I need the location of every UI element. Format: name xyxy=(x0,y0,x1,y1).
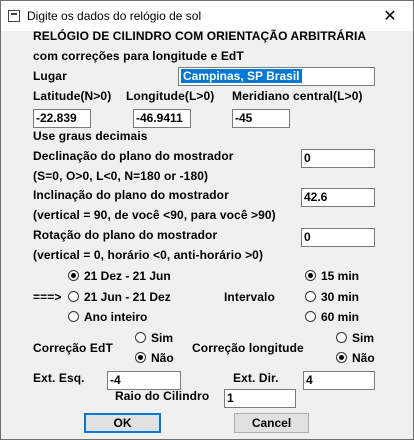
radio-dot xyxy=(68,270,79,281)
edt-option-sim[interactable]: Sim xyxy=(135,331,173,345)
header-title: RELÓGIO DE CILINDRO COM ORIENTAÇÃO ARBITRÁRIA xyxy=(33,29,367,43)
radio-dot xyxy=(305,311,316,322)
dialog-body xyxy=(1,31,413,439)
longitude-label: Longitude(L>0) xyxy=(126,89,215,103)
inclinacao-hint: (vertical = 90, de você <90, para você >90) xyxy=(33,208,276,222)
ext-esq-input[interactable]: -4 xyxy=(107,371,181,390)
window-title: Digite os dados do relógio de sol xyxy=(27,9,202,23)
ext-dir-label: Ext. Dir. xyxy=(233,371,279,385)
longitude-input[interactable]: -46.9411 xyxy=(133,109,191,128)
periodo-option-1[interactable]: 21 Dez - 21 Jun xyxy=(68,269,171,283)
ext-dir-input[interactable]: 4 xyxy=(303,371,375,390)
long-option-sim[interactable]: Sim xyxy=(336,331,374,345)
inclinacao-label: Inclinação do plano do mostrador xyxy=(33,188,229,202)
ok-button[interactable]: OK xyxy=(84,413,161,433)
close-icon[interactable]: ✕ xyxy=(383,6,397,25)
radio-dot xyxy=(68,291,79,302)
raio-label: Raio do Cilindro xyxy=(115,389,210,403)
meridiano-input[interactable]: -45 xyxy=(232,109,290,128)
inclinacao-input[interactable]: 42.6 xyxy=(301,188,375,207)
graus-hint: Use graus decimais xyxy=(33,129,148,143)
rotacao-label: Rotação do plano do mostrador xyxy=(33,228,218,242)
radio-dot xyxy=(68,311,79,322)
radio-dot xyxy=(135,352,146,363)
edt-option-nao[interactable]: Não xyxy=(135,351,174,365)
radio-dot xyxy=(305,270,316,281)
latitude-input[interactable]: -22.839 xyxy=(33,109,91,128)
lugar-label: Lugar xyxy=(33,69,67,83)
radio-dot xyxy=(135,332,146,343)
ext-esq-label: Ext. Esq. xyxy=(33,371,85,385)
header-subtitle: com correções para longitude e EdT xyxy=(33,49,244,63)
app-icon xyxy=(8,10,20,22)
radio-dot xyxy=(305,291,316,302)
rotacao-input[interactable]: 0 xyxy=(301,228,375,247)
meridiano-label: Meridiano central(L>0) xyxy=(232,89,363,103)
lugar-value: Campinas, SP Brasil xyxy=(183,69,300,83)
periodo-option-2[interactable]: 21 Jun - 21 Dez xyxy=(68,290,171,304)
cancel-button[interactable]: Cancel xyxy=(234,413,309,433)
lugar-input[interactable] xyxy=(178,67,375,86)
periodo-option-3[interactable]: Ano inteiro xyxy=(68,310,147,324)
title-bar[interactable] xyxy=(1,1,413,31)
rotacao-hint: (vertical = 0, horário <0, anti-horário >0) xyxy=(33,248,264,262)
intervalo-option-15[interactable]: 15 min xyxy=(305,269,359,283)
raio-input[interactable]: 1 xyxy=(224,389,296,408)
long-option-nao[interactable]: Não xyxy=(336,351,375,365)
periodo-arrow: ===> xyxy=(33,290,62,304)
latitude-label: Latitude(N>0) xyxy=(33,89,112,103)
declinacao-label: Declinação do plano do mostrador xyxy=(33,149,234,163)
declinacao-input[interactable]: 0 xyxy=(301,149,375,168)
radio-dot xyxy=(336,332,347,343)
radio-dot xyxy=(336,352,347,363)
edt-label: Correção EdT xyxy=(33,341,113,355)
declinacao-hint: (S=0, O>0, L<0, N=180 or -180) xyxy=(33,169,209,183)
intervalo-label: Intervalo xyxy=(224,290,275,304)
intervalo-option-30[interactable]: 30 min xyxy=(305,290,359,304)
long-correction-label: Correção longitude xyxy=(192,341,304,355)
intervalo-option-60[interactable]: 60 min xyxy=(305,310,359,324)
